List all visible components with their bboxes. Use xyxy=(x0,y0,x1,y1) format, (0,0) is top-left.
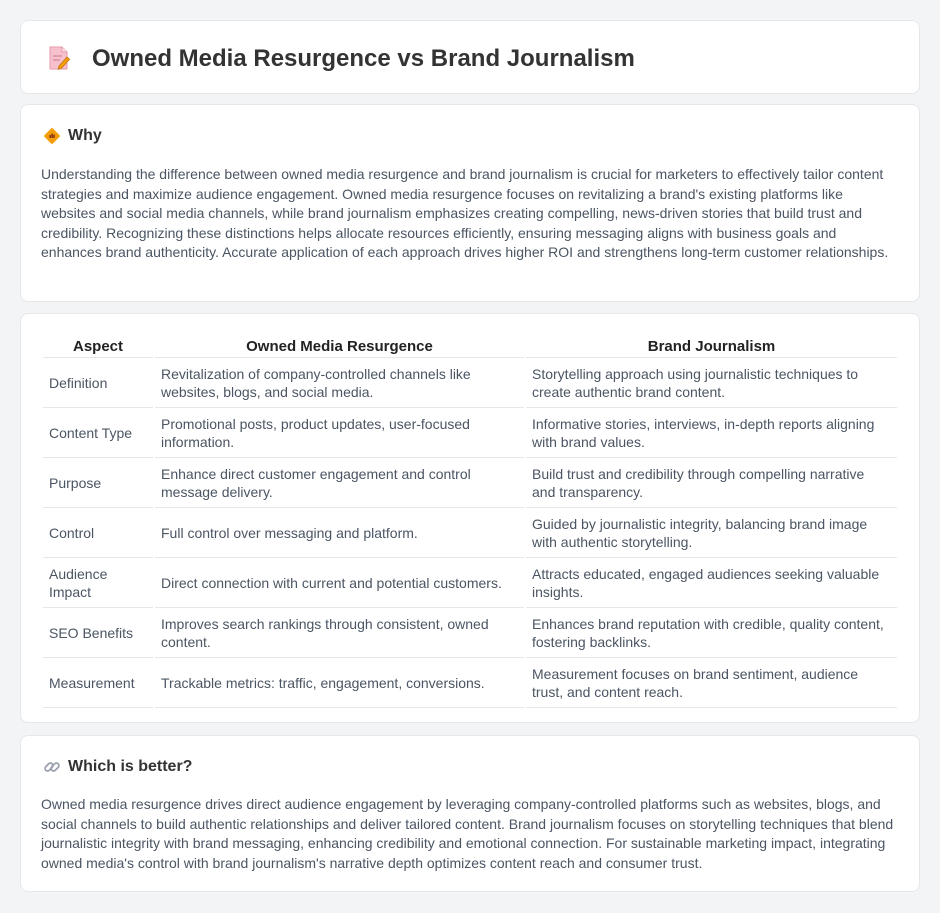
diamond-signal-icon xyxy=(43,127,61,145)
aspect-cell: Audience Impact xyxy=(43,560,153,608)
owned-media-cell: Revitalization of company-controlled channels like websites, blogs, and social media. xyxy=(155,360,524,408)
table-row xyxy=(43,510,897,558)
header-owned-media: Owned Media Resurgence xyxy=(155,336,524,358)
brand-journalism-cell: Storytelling approach using journalistic techniques to create authentic brand content. xyxy=(526,360,897,408)
table-header-row xyxy=(43,336,897,358)
owned-media-cell: Full control over messaging and platform. xyxy=(155,510,524,558)
header-brand-journalism: Brand Journalism xyxy=(526,336,897,358)
comparison-card xyxy=(20,313,920,723)
brand-journalism-cell: Informative stories, interviews, in-depth reports aligning with brand values. xyxy=(526,410,897,458)
brand-journalism-cell: Build trust and credibility through compelling narrative and transparency. xyxy=(526,460,897,508)
brand-journalism-cell: Measurement focuses on brand sentiment, audience trust, and content reach. xyxy=(526,660,897,708)
why-section xyxy=(20,104,920,302)
why-heading xyxy=(43,125,102,147)
aspect-cell: SEO Benefits xyxy=(43,610,153,658)
table-row xyxy=(43,460,897,508)
aspect-cell: Content Type xyxy=(43,410,153,458)
aspect-cell: Measurement xyxy=(43,660,153,708)
why-title: Why xyxy=(68,127,102,144)
table-row xyxy=(43,360,897,408)
owned-media-cell: Enhance direct customer engagement and control message delivery. xyxy=(155,460,524,508)
better-heading xyxy=(43,756,192,778)
table-row xyxy=(43,410,897,458)
which-is-better-section xyxy=(20,735,920,892)
why-body: Understanding the difference between owned media resurgence and brand journalism is crucial for marketers to effectively tailor content strategies and maximize audience engagement. Owned media resurgence focuses on revitalizing a brand's existing platforms like websites and social media channels, while brand journalism emphasizes creating compelling, news-driven stories that build trust and credibility. Recognizing these distinctions helps allocate resources efficiently, ensuring messaging aligns with business goals and enhances brand authenticity. Accurate application of each approach drives higher ROI and strengthens long-term customer relationships. xyxy=(41,166,889,261)
brand-journalism-cell: Enhances brand reputation with credible, quality content, fostering backlinks. xyxy=(526,610,897,658)
table-row xyxy=(43,560,897,608)
better-body: Owned media resurgence drives direct audience engagement by leveraging company-controlled platforms such as websites, blogs, and social channels to build authentic relationships and deliver tailored content. Brand journalism focuses on storytelling techniques that blend journalistic integrity with brand messaging, enhancing credibility and emotional connection. For sustainable marketing impact, integrating owned media's control with brand journalism's narrative depth optimizes content reach and consumer trust. xyxy=(41,796,894,871)
owned-media-cell: Promotional posts, product updates, user-focused information. xyxy=(155,410,524,458)
brand-journalism-cell: Guided by journalistic integrity, balancing brand image with authentic storytelling. xyxy=(526,510,897,558)
aspect-cell: Purpose xyxy=(43,460,153,508)
table-row xyxy=(43,610,897,658)
aspect-cell: Control xyxy=(43,510,153,558)
page-title: Owned Media Resurgence vs Brand Journalism xyxy=(92,45,635,72)
better-title: Which is better? xyxy=(68,758,193,775)
document-pencil-icon xyxy=(47,45,71,71)
owned-media-cell: Direct connection with current and potential customers. xyxy=(155,560,524,608)
brand-journalism-cell: Attracts educated, engaged audiences seeking valuable insights. xyxy=(526,560,897,608)
comparison-table xyxy=(41,334,899,710)
header-aspect: Aspect xyxy=(43,336,153,358)
link-icon xyxy=(43,758,61,776)
owned-media-cell: Trackable metrics: traffic, engagement, conversions. xyxy=(155,660,524,708)
title-card xyxy=(20,20,920,94)
table-row xyxy=(43,660,897,708)
owned-media-cell: Improves search rankings through consistent, owned content. xyxy=(155,610,524,658)
aspect-cell: Definition xyxy=(43,360,153,408)
